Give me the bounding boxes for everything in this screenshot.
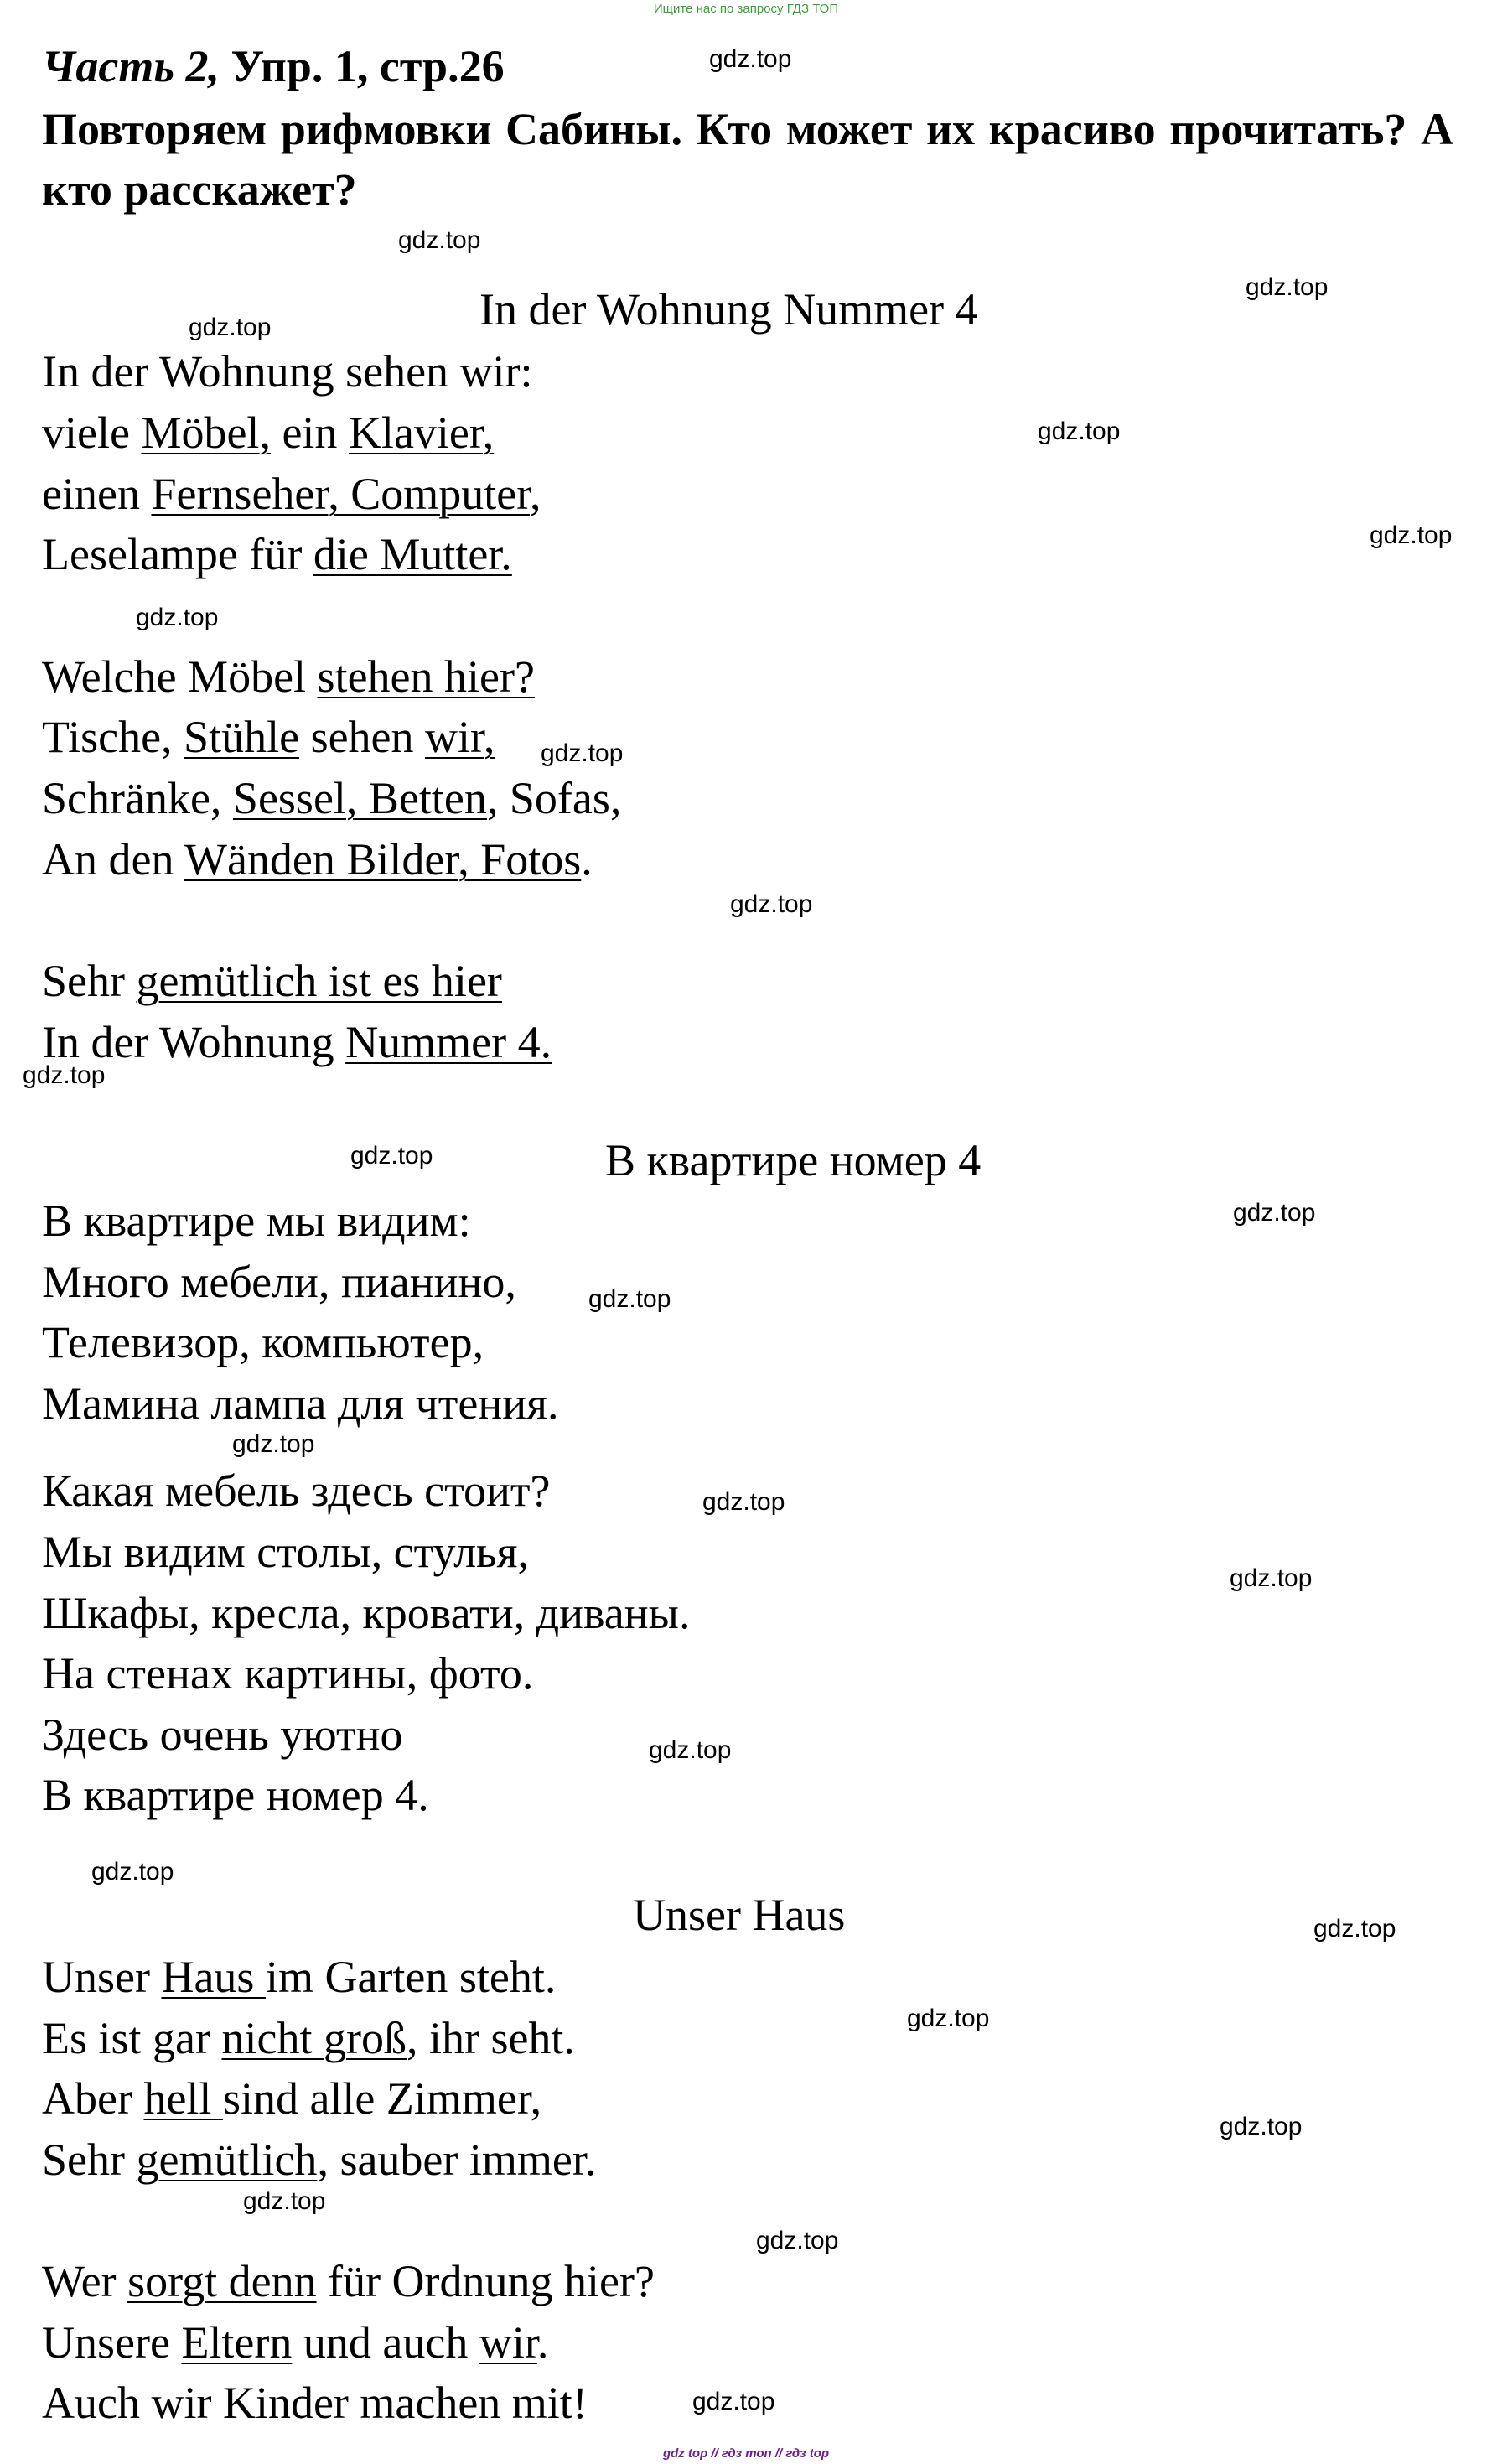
poem1-line: viele Möbel, ein Klavier, (42, 407, 495, 458)
poem3-line: Unsere Eltern und auch wir. (42, 2317, 549, 2368)
poem1-line: In der Wohnung sehen wir: (42, 346, 533, 397)
header-exercise: Упр. 1, стр.26 (220, 41, 505, 91)
exercise-header (42, 39, 505, 94)
watermark: gdz.top (907, 2005, 990, 2032)
bottom-banner: gdz top // гдз топ // гдз top (662, 2446, 830, 2461)
watermark: gdz.top (1233, 1199, 1316, 1227)
watermark: gdz.top (692, 2388, 775, 2415)
watermark: gdz.top (1038, 418, 1121, 445)
watermark: gdz.top (1230, 1564, 1313, 1592)
poem2-title: В квартире номер 4 (605, 1135, 982, 1185)
watermark: gdz.top (709, 45, 792, 73)
poem1-line: An den Wänden Bilder, Fotos. (42, 834, 593, 884)
watermark: gdz.top (588, 1285, 671, 1313)
poem1-line: Welche Möbel stehen hier? (42, 651, 535, 702)
poem2-line: Какая мебель здесь стоит? (42, 1465, 551, 1516)
poem1-line: Tische, Stühle sehen wir, (42, 712, 495, 762)
poem3-title: Unser Haus (633, 1890, 846, 1940)
watermark: gdz.top (189, 314, 272, 341)
poem2-line: Здесь очень уютно (42, 1709, 403, 1760)
poem1-line: Leselampe für die Mutter. (42, 529, 512, 579)
poem2-line: Много мебели, пианино, (42, 1257, 516, 1307)
top-banner: Ищите нас по запросу ГДЗ ТОП (653, 2, 839, 16)
watermark: gdz.top (541, 739, 624, 767)
watermark: gdz.top (1370, 521, 1453, 549)
watermark: gdz.top (1246, 273, 1329, 301)
poem3-line: Auch wir Kinder machen mit! (42, 2378, 588, 2428)
poem1-line: Sehr gemütlich ist es hier (42, 956, 502, 1006)
task-text: Повторяем рифмовки Сабины. Кто может их красиво прочитать? А кто расскажет? (42, 104, 1453, 215)
poem2-line: Мы видим столы, стулья, (42, 1527, 530, 1577)
poem2-line: В квартире номер 4. (42, 1770, 429, 1820)
watermark: gdz.top (756, 2227, 839, 2254)
poem3-line: Sehr gemütlich, sauber immer. (42, 2135, 597, 2185)
watermark: gdz.top (243, 2187, 326, 2215)
poem2-line: Мамина лампа для чтения. (42, 1378, 559, 1429)
header-part: Часть 2, (42, 41, 220, 91)
poem1-line: Schränke, Sessel, Betten, Sofas, (42, 773, 622, 823)
watermark: gdz.top (350, 1142, 433, 1170)
watermark: gdz.top (1220, 2113, 1303, 2140)
poem2-line: В квартире мы видим: (42, 1196, 471, 1246)
poem3-line: Aber hell sind alle Zimmer, (42, 2073, 542, 2124)
poem1-line: einen Fernseher, Computer, (42, 469, 541, 519)
poem3-line: Wer sorgt denn für Ordnung hier? (42, 2256, 655, 2306)
watermark: gdz.top (23, 1061, 106, 1089)
poem1-line: In der Wohnung Nummer 4. (42, 1017, 552, 1067)
watermark: gdz.top (649, 1736, 732, 1764)
watermark: gdz.top (398, 226, 481, 254)
watermark: gdz.top (1313, 1915, 1396, 1943)
poem1-title: In der Wohnung Nummer 4 (479, 284, 978, 335)
poem3-line: Es ist gar nicht groß, ihr seht. (42, 2013, 575, 2063)
watermark: gdz.top (730, 890, 813, 918)
watermark: gdz.top (136, 604, 219, 631)
poem2-line: Шкафы, кресла, кровати, диваны. (42, 1588, 691, 1638)
watermark: gdz.top (91, 1858, 174, 1886)
poem2-line: Телевизор, компьютер, (42, 1317, 484, 1367)
watermark: gdz.top (702, 1488, 785, 1516)
watermark: gdz.top (232, 1430, 315, 1458)
poem2-line: На стенах картины, фото. (42, 1648, 534, 1699)
poem3-line: Unser Haus im Garten steht. (42, 1952, 557, 2002)
